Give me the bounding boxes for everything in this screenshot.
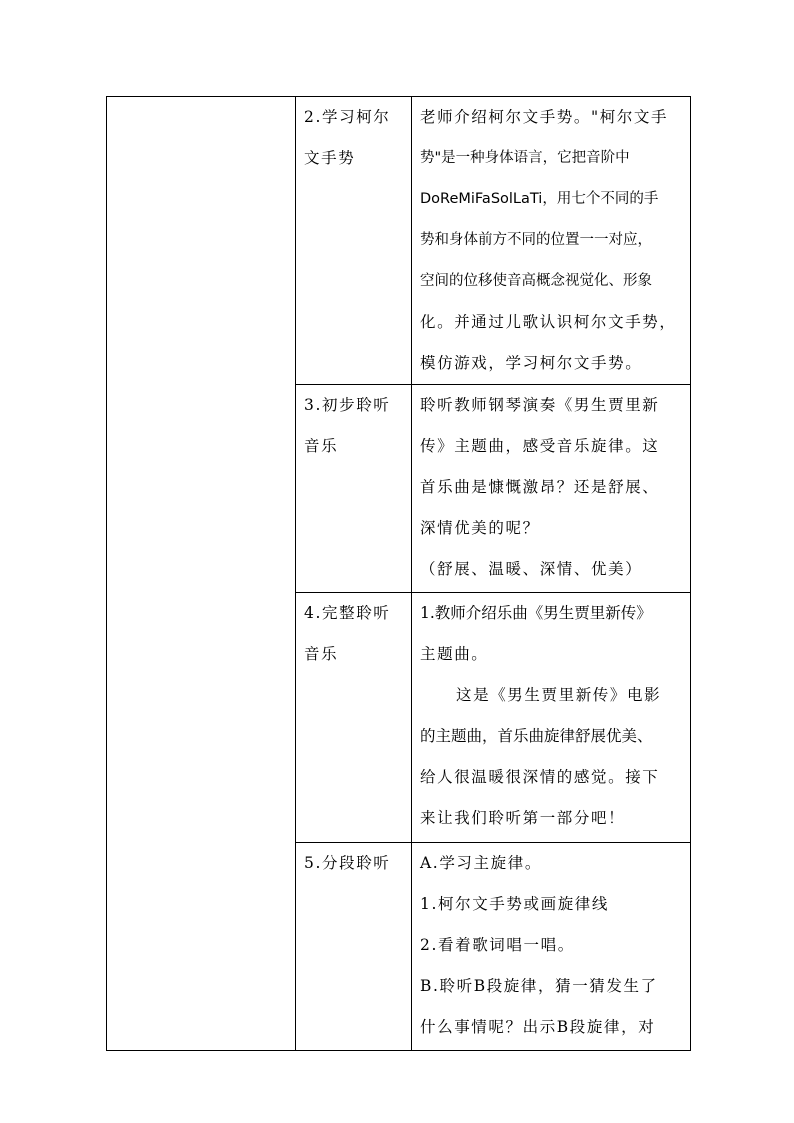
table-row bbox=[107, 97, 691, 385]
content-line: 传》主题曲，感受音乐旋律。这 bbox=[420, 437, 660, 455]
content-line: 什么事情呢？出示B段旋律，对 bbox=[420, 1018, 656, 1036]
content-line: 主题曲。 bbox=[420, 645, 489, 663]
step-cell bbox=[296, 593, 412, 843]
step-cell bbox=[296, 843, 412, 1051]
content-line: 1.教师介绍乐曲《男生贾里新传》 bbox=[420, 604, 652, 622]
content-line: 聆听教师钢琴演奏《男生贾里新 bbox=[420, 396, 660, 414]
step-cell bbox=[296, 385, 412, 593]
content-line: 这是《男生贾里新传》电影 bbox=[456, 686, 662, 704]
content-line: 势"是一种身体语言，它把音阶中 bbox=[420, 150, 630, 166]
content-line: （舒展、温暖、深情、优美） bbox=[420, 560, 643, 578]
content-line: B.聆听B段旋律，猜一猜发生了 bbox=[420, 977, 658, 995]
step-label: 文手势 bbox=[304, 149, 356, 167]
content-cell bbox=[412, 843, 691, 1051]
lesson-plan-table bbox=[106, 96, 691, 1051]
left-blank-cell bbox=[107, 97, 296, 1051]
content-line: 老师介绍柯尔文手势。"柯尔文手 bbox=[420, 108, 669, 126]
content-line: 1.柯尔文手势或画旋律线 bbox=[420, 895, 609, 913]
step-label: 音乐 bbox=[304, 437, 339, 455]
content-line: 模仿游戏，学习柯尔文手势。 bbox=[420, 354, 643, 372]
content-cell bbox=[412, 385, 691, 593]
step-label: 音乐 bbox=[304, 645, 339, 663]
step-label: 4.完整聆听 bbox=[304, 604, 391, 622]
step-cell bbox=[296, 97, 412, 385]
step-label: 3.初步聆听 bbox=[304, 396, 391, 414]
content-line: DoReMiFaSolLaTi，用七个不同的手 bbox=[420, 191, 659, 207]
step-label: 5.分段聆听 bbox=[304, 854, 391, 872]
step-label: 2.学习柯尔 bbox=[304, 108, 391, 126]
content-line: 的主题曲，首乐曲旋律舒展优美、 bbox=[420, 727, 653, 745]
content-line: 深情优美的呢？ bbox=[420, 519, 540, 537]
content-cell bbox=[412, 97, 691, 385]
content-line: 给人很温暖很深情的感觉。接下 bbox=[420, 768, 660, 786]
content-line: 化。并通过儿歌认识柯尔文手势， bbox=[420, 313, 677, 331]
content-line: 2.看着歌词唱一唱。 bbox=[420, 936, 575, 954]
content-line: 势和身体前方不同的位置一一对应， bbox=[420, 232, 652, 248]
content-line: 来让我们聆听第一部分吧！ bbox=[420, 809, 626, 827]
content-cell bbox=[412, 593, 691, 843]
content-line: 首乐曲是慷慨激昂？还是舒展、 bbox=[420, 478, 660, 496]
content-line: 空间的位移使音高概念视觉化、形象 bbox=[420, 273, 652, 289]
content-line: A.学习主旋律。 bbox=[420, 854, 542, 872]
